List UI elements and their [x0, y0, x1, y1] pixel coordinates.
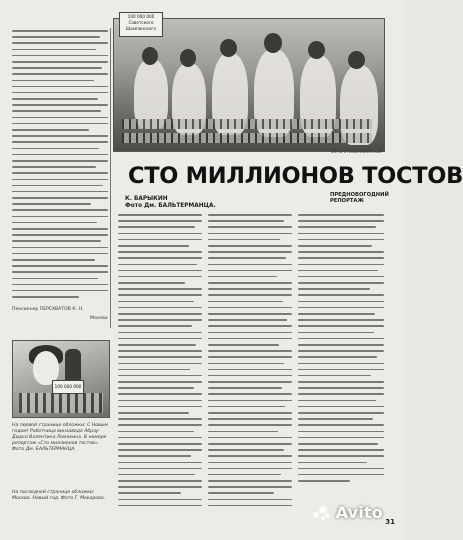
watermark — [313, 503, 383, 522]
back-cover-caption: На последней странице обложки: Москва. Новый год. Фото Г. Макарова. — [12, 490, 106, 501]
letter-city: Москва — [90, 316, 108, 321]
column-divider — [110, 28, 111, 328]
article-rubric: ПРЕДНОВОГОДНИЙ РЕПОРТАЖ — [330, 192, 389, 204]
stamp-label: 100 000 000 Советского Шампанского — [119, 12, 163, 37]
photo-credit: Фото Дм. БАЛЬТЕРМАНЦА. — [125, 203, 216, 209]
letter-signature-block — [12, 307, 112, 321]
article-column-3 — [298, 214, 384, 490]
author-name: К. БАРЫКИН — [125, 196, 168, 202]
article-headline: СТО МИЛЛИОНОВ ТОСТОВ — [128, 163, 463, 189]
main-photo-caption: Есть стомиллионная. — [331, 150, 383, 155]
letter-signature: Пенсионер ПЕРЕХВАТОВ К. Н. — [12, 307, 84, 312]
cover-photo-worker — [12, 340, 110, 418]
main-photo-winery — [113, 18, 385, 152]
article-column-2 — [208, 214, 292, 514]
cover-caption: На первой странице обложки: С Новым годом! Работница винзавода Абрау-Дюрсо Валентина Ломакина. В номере репортаж «Сто миллионов тостов». Фото Дм. БАЛЬТЕРМАНЦА. — [12, 423, 108, 452]
avito-logo-icon — [313, 506, 333, 520]
article-byline — [125, 196, 216, 210]
watermark-text: Avito — [335, 503, 383, 522]
small-stamp: 100 000 000 — [52, 380, 84, 394]
page-number: 31 — [385, 518, 395, 526]
article-column-1 — [118, 214, 202, 514]
letter-text-column — [12, 30, 108, 302]
